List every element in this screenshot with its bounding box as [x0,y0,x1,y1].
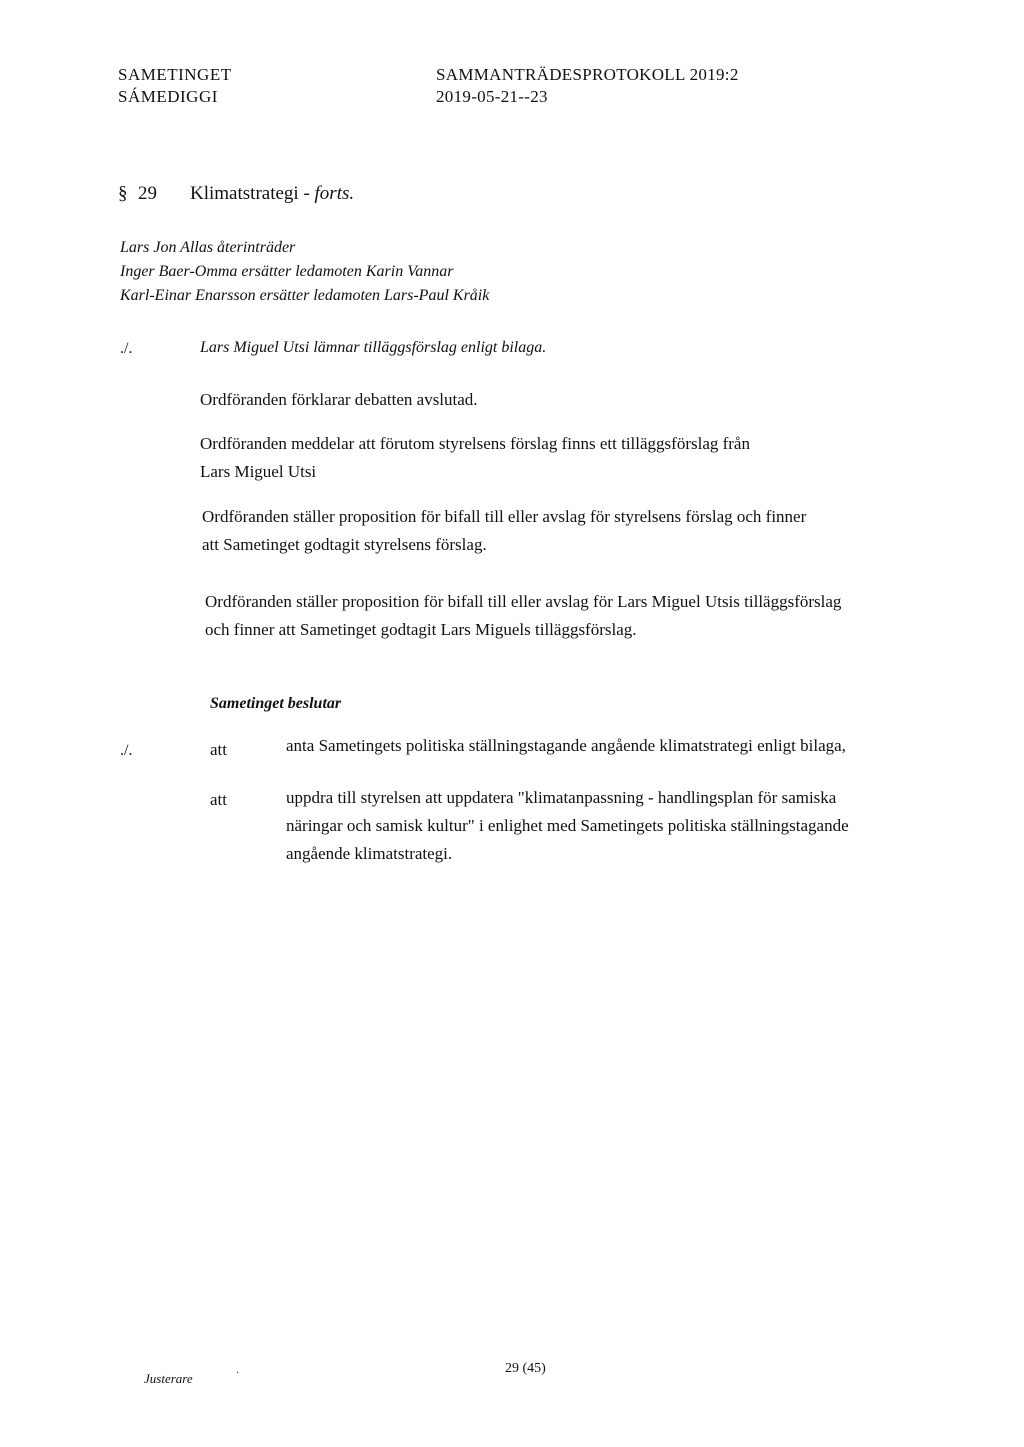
decision-heading: Sametinget beslutar [210,695,342,712]
attendance-changes [120,236,489,308]
section-title: Klimatstrategi - [190,183,310,204]
attachment-marker: ./. [120,340,133,357]
paragraph-line: och finner att Sametinget godtagit Lars Miguels tilläggsförslag. [205,620,637,639]
decision-label: att [210,740,227,759]
paragraph-line: Ordföranden förklarar debatten avslutad. [200,390,478,409]
decision-label: att [210,790,227,809]
decision-line: näringar och samisk kultur" i enlighet med Sametingets politiska ställningstagande [286,816,849,835]
section-number: 29 [138,183,157,204]
paragraph-line: Ordföranden meddelar att förutom styrelsens förslag finns ett tilläggsförslag från [200,434,750,453]
paragraph-line: Lars Miguel Utsi [200,462,317,481]
organization-name [118,64,232,108]
section-sign: § [118,183,128,204]
paragraph-debate-closed [200,386,478,414]
decision-attachment-marker: ./. [120,742,133,759]
paragraph-additional-proposal-vote [205,588,841,644]
attendance-line: Karl-Einar Enarsson ersätter ledamoten Lars-Paul Kråik [120,287,490,304]
paragraph-board-proposal-vote [202,503,806,559]
paragraph-line: Ordföranden ställer proposition för bifall till eller avslag för styrelsens förslag och finner [202,507,807,526]
paragraph-line: att Sametinget godtagit styrelsens förslag. [202,535,487,554]
paragraph-additional-proposal [200,430,750,486]
decision-item [286,784,849,868]
org-name-swedish: SAMETINGET [118,65,232,84]
attendance-line: Lars Jon Allas återinträder [120,239,296,256]
protocol-title: SAMMANTRÄDESPROTOKOLL 2019:2 [436,65,739,84]
decision-item [286,732,846,760]
org-name-sami: SÁMEDIGGI [118,87,218,106]
footer-dot: · [236,1368,240,1379]
attendance-line: Inger Baer-Omma ersätter ledamoten Karin Vannar [120,263,454,280]
justerare-label: Justerare [144,1371,193,1386]
section-heading [118,183,354,205]
protocol-header [436,64,739,108]
decision-line: uppdra till styrelsen att uppdatera "klimatanpassning - handlingsplan för samiska [286,788,837,807]
page-indicator: 29 (45) [505,1361,546,1376]
paragraph-line: Ordföranden ställer proposition för bifall till eller avslag för Lars Miguel Utsis tilläggsförslag [205,592,842,611]
attachment-note: Lars Miguel Utsi lämnar tilläggsförslag enligt bilaga. [200,339,547,356]
section-continued: forts. [314,183,355,204]
decision-line: anta Sametingets politiska ställningstagande angående klimatstrategi enligt bilaga, [286,736,846,755]
decision-line: angående klimatstrategi. [286,844,453,863]
protocol-dates: 2019-05-21--23 [436,87,548,106]
